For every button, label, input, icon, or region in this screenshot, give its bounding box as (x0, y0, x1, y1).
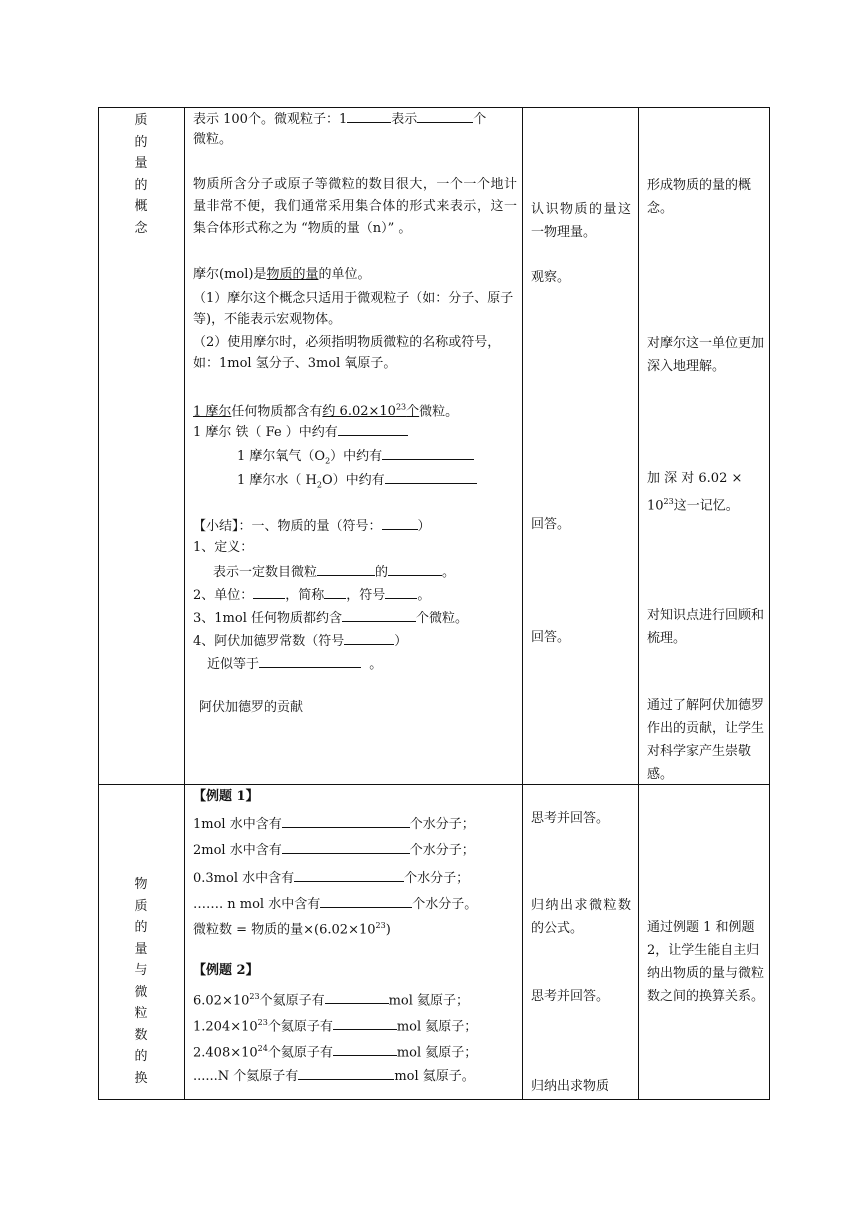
mole-definition: 摩尔(mol)是物质的量的单位。 (193, 267, 371, 282)
topic-conversion (99, 874, 183, 1089)
summary-item-1: 1、定义： (193, 540, 254, 555)
summary-item-4: 4、阿伏加德罗常数（符号 ） (193, 630, 407, 652)
topic-concept (99, 110, 183, 239)
note-1: （1）摩尔这个概念只适用于微观粒子（如：分子、原子等)，不能表示宏观物体。 (193, 291, 514, 327)
student-activity-7: 思考并回答。 (531, 989, 610, 1004)
column-divider (184, 108, 185, 1099)
topic-char: 的 (134, 134, 148, 150)
design-intent-5: 通过了解阿伏加德罗作出的贡献，让学生对科学家产生崇敬感。 (647, 698, 765, 782)
student-activity-8: 归纳出求物质 (531, 1079, 610, 1094)
mole-intro-paragraph: 物质所含分子或原子等微粒的数目很大，一个一个地计量非常不便，我们通常采用集合体的形式来表示，这一集合体形式称之为 “物质的量（n）” 。 (193, 177, 517, 236)
note-2: （2）使用摩尔时，必须指明物质微粒的名称或符号，如：1mol 氢分子、3mol 氧原子。 (193, 335, 501, 371)
summary-item-3: 3、1mol 任何物质都约含 个微粒。 (193, 607, 468, 629)
design-intent-1: 形成物质的量的概念。 (647, 178, 752, 216)
design-intent-4: 对知识点进行回顾和梳理。 (647, 608, 765, 646)
topic-char: 的 (134, 177, 148, 193)
example-1-heading: 【例题 1】 (193, 789, 259, 804)
topic-char: 量 (134, 156, 148, 171)
particle-formula: 微粒数 = 物质的量$\times(6.02\times 10^{23})$ (193, 921, 391, 938)
example-2-q2: $1.204\times 10^{23}$个氦原子有 mol 氦原子； (193, 1013, 477, 1037)
summary-item-4-detail: 近似等于 。 (207, 653, 382, 675)
topic-char: 微 (134, 984, 148, 1000)
design-intent-2: 对摩尔这一单位更加深入地理解。 (647, 336, 765, 374)
example-2-heading: 【例题 2】 (193, 963, 259, 978)
topic-char: 念 (134, 220, 148, 236)
summary-item-2: 2、单位： ，简称 ，符号 。 (193, 584, 430, 606)
topic-char: 质 (134, 898, 148, 914)
content-line: 表示 100个。微观粒子：1 表示 个 (193, 108, 486, 130)
topic-char: 物 (134, 877, 148, 892)
student-activity-3: 回答。 (531, 517, 571, 532)
topic-char: 与 (134, 963, 148, 978)
column-divider (522, 108, 523, 1099)
example-1-q4: ……. n mol 水中含有 个水分子。 (193, 893, 477, 915)
example-1-q3: 0.3mol 水中含有 个水分子； (193, 867, 469, 889)
topic-char: 量 (134, 941, 148, 957)
content-line: 微粒。 (193, 132, 233, 147)
student-activity-5: 思考并回答。 (531, 811, 610, 826)
design-intent-3: 加 深 对 6.02 × (647, 471, 743, 486)
design-intent-6: 通过例题 1 和例题 2，让学生能自主归纳出物质的量与微粒数之间的换算关系。 (647, 920, 765, 1004)
topic-char: 粒 (134, 1006, 148, 1021)
student-activity-4: 回答。 (531, 630, 571, 645)
topic-char: 的 (134, 920, 148, 935)
summary-heading: 【小结】：一、物质的量（符号： ） (193, 515, 431, 537)
design-intent-3b: $10^{23}$这一记忆。 (647, 497, 739, 514)
avogadro-statement: 1 摩尔任何物质都含有约 $6.02\times 10^{23}$个微粒。 (193, 403, 459, 420)
h2o-question: 1 摩尔水（ $H_2O$）中约有 (237, 469, 477, 496)
fe-question: 1 摩尔 铁（ Fe ）中约有 (193, 421, 408, 443)
summary-item-1-detail: 表示一定数目微粒 的 。 (213, 561, 455, 583)
avogadro-contribution: 阿伏加德罗的贡献 (199, 700, 304, 715)
topic-char: 换 (134, 1070, 148, 1086)
example-2-q4: ......N 个氦原子有 mol 氦原子。 (193, 1065, 475, 1087)
o2-question: 1 摩尔氧气$(O_2)$中约有 (237, 445, 474, 472)
column-divider (638, 108, 639, 1099)
topic-char: 概 (134, 199, 148, 214)
topic-char: 的 (134, 1049, 148, 1064)
student-activity-6: 归纳出求微粒数的公式。 (531, 898, 631, 936)
example-2-q3: $2.408\times 10^{24}$个氦原子有 mol 氦原子； (193, 1039, 477, 1063)
example-2-q1: $6.02\times 10^{23}$个氦原子有 mol 氦原子； (193, 987, 469, 1011)
example-1-q2: 2mol 水中含有 个水分子； (193, 839, 475, 861)
example-1-q1: 1mol 水中含有 个水分子； (193, 813, 475, 835)
topic-char: 质 (134, 113, 148, 128)
topic-char: 数 (134, 1027, 148, 1043)
student-activity-2: 观察。 (531, 270, 571, 285)
lesson-plan-table (98, 107, 770, 1100)
student-activity-1: 认识物质的量这一物理量。 (531, 202, 631, 240)
